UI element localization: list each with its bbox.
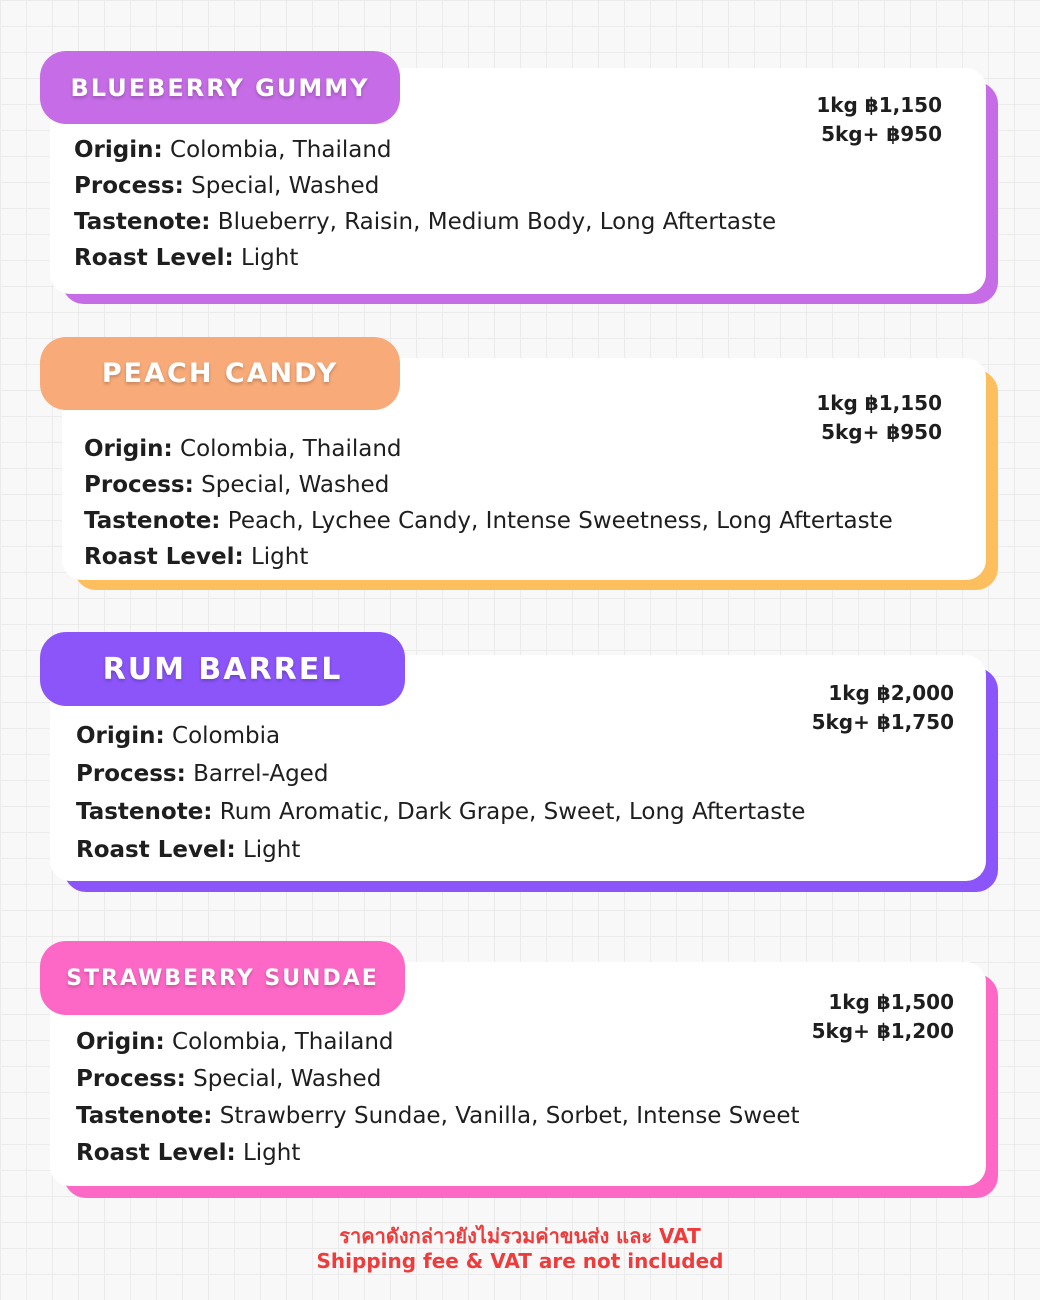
roast-level-label: Roast Level: (74, 245, 234, 271)
process-value: Special, Washed (185, 1066, 382, 1092)
spec-tastenote (76, 793, 805, 831)
process-label: Process: (76, 1066, 186, 1092)
process-value: Barrel-Aged (185, 761, 329, 787)
process-label: Process: (76, 761, 186, 787)
spec-list (76, 1024, 800, 1172)
roast-level-label: Roast Level: (76, 1140, 236, 1166)
roast-level-value: Light (235, 1140, 301, 1166)
price-5kg: 5kg+ ฿950 (821, 420, 942, 444)
tastenote-label: Tastenote: (76, 799, 213, 825)
price-5kg: 5kg+ ฿1,200 (811, 1019, 954, 1043)
origin-value: Colombia (164, 723, 281, 749)
tastenote-value: Rum Aromatic, Dark Grape, Sweet, Long Aftertaste (212, 799, 806, 825)
origin-label: Origin: (74, 137, 163, 163)
price-list (816, 91, 942, 149)
product-name: PEACH CANDY (101, 358, 339, 389)
price-1kg: 1kg ฿2,000 (828, 681, 954, 705)
price-1kg: 1kg ฿1,150 (816, 391, 942, 415)
tastenote-value: Blueberry, Raisin, Medium Body, Long Aftertaste (210, 209, 777, 235)
spec-process (84, 467, 893, 503)
spec-roast-level (76, 1135, 800, 1172)
process-value: Special, Washed (183, 173, 380, 199)
product-name-pill (40, 51, 400, 124)
price-5kg: 5kg+ ฿1,750 (811, 710, 954, 734)
spec-list (74, 132, 776, 276)
shipping-vat-note (0, 1224, 1040, 1274)
origin-label: Origin: (76, 1029, 165, 1055)
spec-origin (84, 431, 893, 467)
origin-label: Origin: (84, 436, 173, 462)
product-name-pill (40, 632, 405, 706)
tastenote-value: Strawberry Sundae, Vanilla, Sorbet, Intense Sweet (212, 1103, 800, 1129)
product-name-pill (40, 337, 400, 410)
spec-roast-level (74, 240, 776, 276)
spec-process (76, 755, 805, 793)
spec-process (76, 1061, 800, 1098)
product-name: RUM BARREL (102, 651, 343, 687)
thai-note: ราคาดังกล่าวยังไม่รวมค่าขนส่ง และ VAT (339, 1224, 701, 1248)
tastenote-label: Tastenote: (76, 1103, 213, 1129)
spec-tastenote (74, 204, 776, 240)
spec-origin (76, 717, 805, 755)
spec-list (84, 431, 893, 575)
spec-origin (76, 1024, 800, 1061)
spec-list (76, 717, 805, 869)
spec-tastenote (76, 1098, 800, 1135)
spec-origin (74, 132, 776, 168)
price-list (812, 679, 954, 737)
roast-level-value: Light (243, 544, 309, 570)
spec-roast-level (76, 831, 805, 869)
spec-tastenote (84, 503, 893, 539)
process-value: Special, Washed (193, 472, 390, 498)
roast-level-value: Light (233, 245, 299, 271)
spec-process (74, 168, 776, 204)
tastenote-label: Tastenote: (84, 508, 221, 534)
spec-roast-level (84, 539, 893, 575)
origin-value: Colombia, Thailand (164, 1029, 394, 1055)
tastenote-label: Tastenote: (74, 209, 211, 235)
product-name-pill (40, 941, 405, 1015)
price-1kg: 1kg ฿1,150 (816, 93, 942, 117)
roast-level-label: Roast Level: (84, 544, 244, 570)
origin-label: Origin: (76, 723, 165, 749)
price-list (812, 988, 954, 1046)
process-label: Process: (84, 472, 194, 498)
product-name: STRAWBERRY SUNDAE (66, 965, 379, 991)
origin-value: Colombia, Thailand (162, 137, 392, 163)
english-note: Shipping fee & VAT are not included (316, 1249, 724, 1273)
origin-value: Colombia, Thailand (172, 436, 402, 462)
roast-level-value: Light (235, 837, 301, 863)
price-1kg: 1kg ฿1,500 (828, 990, 954, 1014)
price-5kg: 5kg+ ฿950 (821, 122, 942, 146)
product-name: BLUEBERRY GUMMY (70, 73, 370, 102)
roast-level-label: Roast Level: (76, 837, 236, 863)
tastenote-value: Peach, Lychee Candy, Intense Sweetness, Long Aftertaste (220, 508, 893, 534)
process-label: Process: (74, 173, 184, 199)
